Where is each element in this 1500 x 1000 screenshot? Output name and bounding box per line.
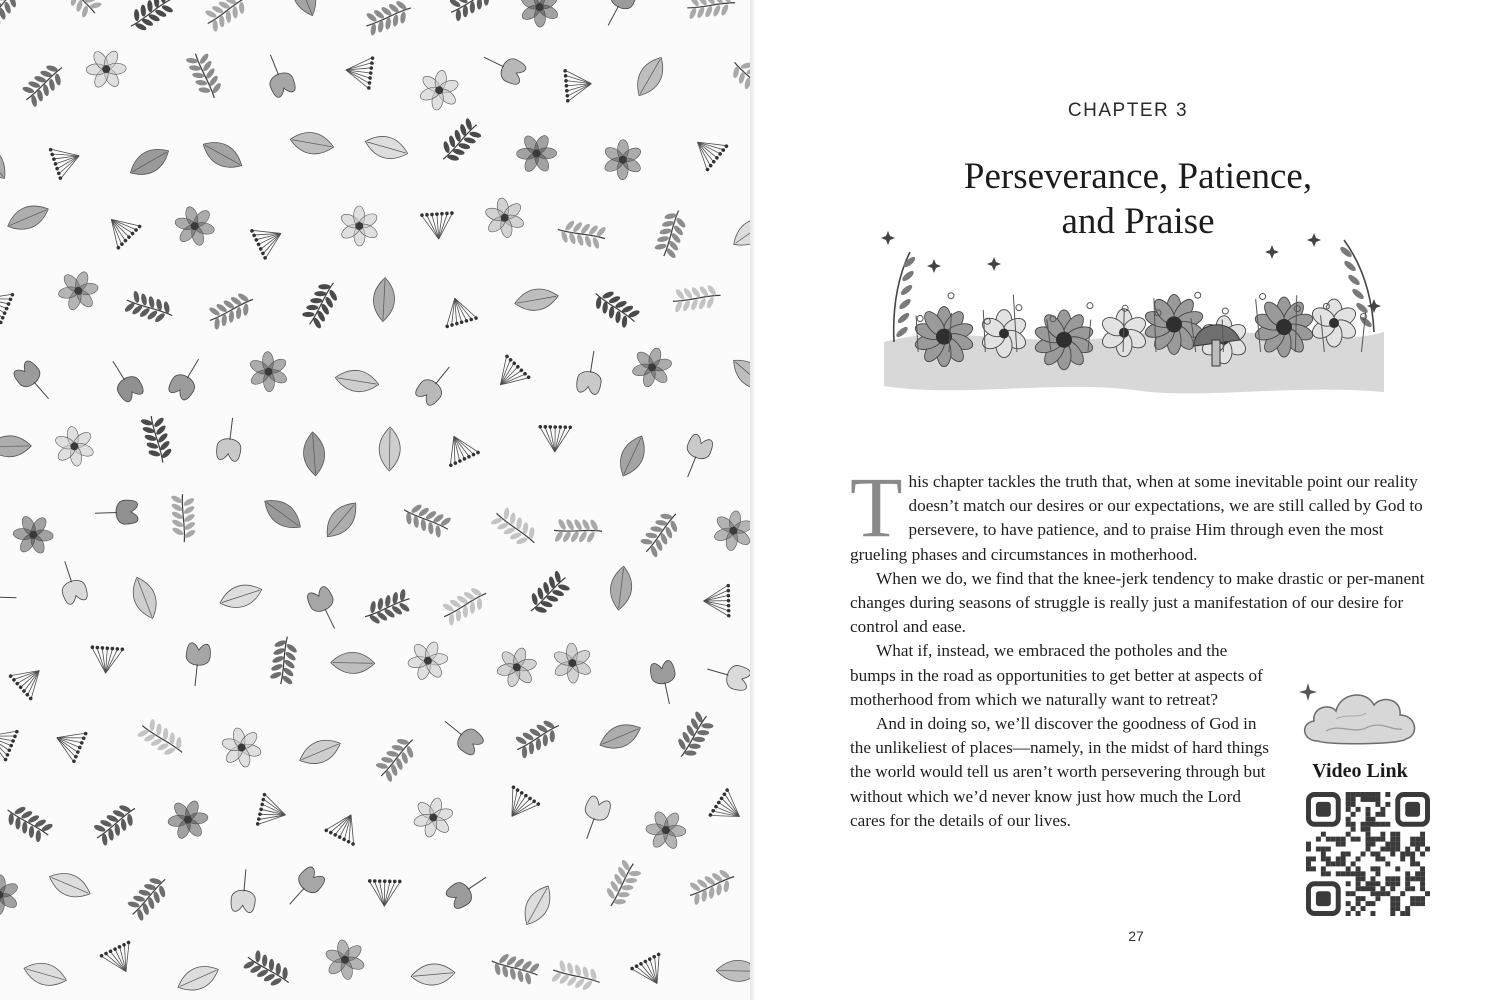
pattern-motif (0, 721, 19, 762)
pattern-motif (405, 789, 462, 846)
pattern-motif (170, 494, 197, 543)
pattern-motif (444, 867, 493, 911)
pattern-motif (124, 0, 178, 37)
pattern-motif (89, 799, 142, 848)
pattern-motif (135, 715, 189, 763)
pattern-motif (518, 881, 558, 930)
pattern-motif (555, 217, 607, 251)
pattern-motif (638, 802, 694, 858)
pattern-motif (608, 565, 634, 611)
pattern-motif (50, 263, 106, 319)
pattern-motif (0, 0, 25, 34)
pattern-motif (439, 294, 479, 329)
drop-cap: T (850, 459, 903, 555)
pattern-motif (11, 359, 57, 407)
pattern-motif (438, 582, 492, 627)
pattern-motif (183, 642, 211, 687)
paragraph-4: And in doing so, we’ll discover the goodness of God in the unlikeliest of places—namely, in the midst of hard things the world would tell us aren’t worth persevering through but without which we’d never know just how much the Lord cares for the details of our lives. (850, 714, 1269, 830)
pattern-motif (162, 793, 215, 846)
pattern-motif (481, 195, 527, 241)
pattern-motif (339, 206, 380, 247)
pattern-motif (0, 137, 13, 185)
pattern-motif (99, 940, 141, 979)
pattern-motif (324, 807, 366, 846)
pattern-motif (281, 865, 327, 913)
pattern-motif (302, 431, 326, 476)
qr-code[interactable] (1306, 792, 1430, 916)
pattern-motif (184, 49, 226, 103)
pattern-motif (489, 503, 542, 552)
chapter-title-line-1: Perseverance, Patience, (963, 156, 1313, 197)
pattern-motif (268, 635, 299, 686)
pattern-motif (513, 0, 567, 34)
pattern-motif (0, 435, 31, 457)
pattern-motif (649, 660, 681, 707)
pattern-motif (334, 367, 381, 395)
paragraph-1-text: his chapter tackles the truth that, when at some inevitable point our reality doesn’t match our desires or our expectations, we are still called by God to persevere, to have patience, and to praise Him through even the most grueling phases and circumstances in motherhood. (850, 472, 1423, 564)
pattern-motif (522, 568, 574, 619)
pattern-motif (139, 413, 175, 466)
pattern-motif (4, 199, 53, 236)
pattern-motif (411, 62, 467, 118)
pattern-motif (241, 344, 296, 399)
pattern-motif (201, 0, 255, 34)
flower-border-illustration (874, 222, 1394, 412)
page-number: 27 (1128, 928, 1144, 944)
pattern-motif (18, 58, 71, 109)
pattern-motif (399, 498, 453, 540)
pattern-motif (299, 277, 345, 331)
pattern-motif (204, 288, 258, 332)
pattern-motif (488, 639, 545, 696)
pattern-motif (479, 46, 528, 86)
pattern-motif (0, 283, 15, 324)
pattern-motif (8, 658, 50, 701)
pattern-motif (554, 518, 603, 544)
pattern-motif (174, 960, 223, 997)
pattern-motif (331, 652, 375, 674)
pattern-motif (445, 0, 499, 23)
pattern-motif (368, 879, 402, 906)
pattern-motif (652, 207, 691, 261)
pattern-motif (708, 505, 750, 557)
pattern-motif (344, 53, 375, 90)
pattern-motif (79, 42, 134, 97)
pattern-motif (575, 795, 612, 843)
pattern-motif (127, 574, 162, 623)
pattern-motif (420, 211, 455, 240)
pattern-motif (48, 140, 84, 180)
pattern-motif (716, 960, 750, 982)
pattern-motif (0, 868, 26, 922)
pattern-motif (259, 493, 307, 536)
pattern-motif (488, 949, 541, 987)
pattern-motif (250, 218, 289, 260)
pattern-motif (256, 793, 290, 832)
pattern-motif (624, 339, 681, 396)
pattern-motif (703, 584, 730, 618)
pattern-motif (595, 132, 650, 187)
pattern-motif (598, 0, 639, 31)
pattern-motif (50, 722, 88, 763)
pattern-motif (630, 952, 672, 991)
pattern-motif (51, 423, 97, 469)
pattern-motif (103, 355, 146, 404)
chapter-title-line-2: and Praise (1061, 201, 1215, 242)
pattern-motif (708, 788, 749, 831)
pattern-motif (53, 0, 104, 22)
pattern-motif (166, 198, 223, 255)
pattern-motif (538, 425, 572, 452)
pattern-motif (89, 645, 124, 674)
pattern-motif (726, 53, 750, 104)
pattern-motif (317, 931, 373, 987)
pattern-motif (21, 958, 69, 990)
pattern-motif (286, 0, 322, 20)
paragraph-3: What if, instead, we embraced the potholes and the bumps in the road as opportunities to get better at aspects of motherhood from which we naturally want to retreat? (850, 641, 1263, 709)
pattern-motif (575, 349, 605, 395)
pattern-motif (372, 277, 395, 322)
pattern-motif (434, 116, 485, 168)
pattern-motif (123, 871, 174, 923)
pattern-motif (166, 353, 209, 402)
pattern-motif (5, 507, 61, 563)
pattern-motif (437, 712, 485, 758)
pattern-motif (727, 352, 750, 397)
pattern-motif (296, 734, 345, 771)
pattern-motif (305, 585, 345, 634)
pattern-motif (372, 731, 423, 784)
pattern-motif (217, 580, 265, 614)
pattern-motif (614, 432, 652, 481)
pattern-motif (498, 785, 541, 826)
pattern-motif (362, 131, 410, 163)
pattern-motif (198, 135, 247, 175)
pattern-motif (125, 142, 174, 182)
video-link-label[interactable]: Video Link (1312, 760, 1408, 783)
pattern-motif (95, 500, 139, 525)
pattern-motif (319, 496, 363, 543)
pattern-motif (563, 67, 593, 103)
pattern-motif (241, 946, 295, 993)
pattern-motif (99, 208, 142, 251)
pattern-motif (45, 867, 94, 904)
pattern-motif (413, 359, 459, 407)
pattern-motif (217, 723, 267, 773)
pattern-motif (511, 715, 565, 761)
pattern-motif (379, 427, 401, 471)
pattern-motif (509, 126, 564, 181)
pattern-motif (671, 709, 718, 763)
pattern-motif (630, 52, 670, 101)
pattern-motif (215, 417, 244, 462)
pattern-motif (488, 354, 531, 397)
pattern-motif (550, 958, 603, 995)
pattern-motif (362, 0, 416, 38)
pattern-motif (588, 283, 642, 332)
pattern-motif (410, 962, 456, 987)
chapter-label: CHAPTER 3 (1067, 100, 1189, 121)
pattern-motif (53, 558, 89, 606)
pattern-motif (728, 211, 750, 253)
pattern-motif (0, 584, 17, 609)
cloud-icon (1296, 679, 1426, 759)
pattern-motif (686, 0, 737, 20)
pattern-motif (636, 506, 685, 559)
pattern-motif (230, 868, 258, 913)
pattern-motif (600, 858, 645, 912)
video-link-box[interactable] (1290, 679, 1430, 927)
pattern-motif (596, 718, 645, 755)
paragraph-1 (850, 459, 1430, 567)
chapter-body (850, 459, 1430, 927)
pattern-motif (687, 129, 729, 172)
chapter-page (756, 0, 1500, 1000)
pattern-motif (685, 865, 739, 907)
pattern-motif (259, 50, 297, 99)
pattern-motif (360, 587, 414, 628)
pattern-motif (402, 635, 454, 687)
pattern-motif (439, 429, 481, 467)
pattern-motif (1, 799, 55, 846)
pattern-motif (545, 636, 599, 690)
pattern-motif (123, 288, 177, 327)
pattern-motif (704, 657, 750, 692)
pattern-motif (288, 129, 335, 157)
pattern-motif (671, 283, 722, 314)
pattern-motif (513, 286, 560, 314)
paragraph-2: When we do, we find that the knee-jerk tendency to make drastic or per-manent changes during seasons of struggle is really just a manifestation of our desire for control and ease. (850, 568, 1425, 637)
pattern-motif (677, 433, 715, 482)
